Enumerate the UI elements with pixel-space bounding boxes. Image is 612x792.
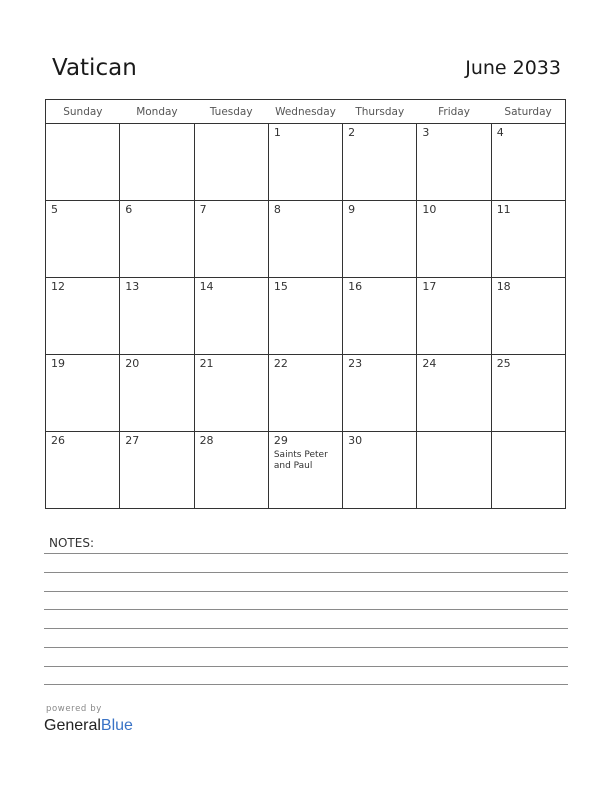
note-line <box>44 647 568 648</box>
weekday-thursday: Thursday <box>343 100 417 124</box>
week-row <box>46 201 566 278</box>
day-cell[interactable] <box>194 201 268 278</box>
note-line <box>44 628 568 629</box>
notes-label: NOTES: <box>49 536 94 550</box>
day-number: 16 <box>348 280 363 293</box>
day-number: 4 <box>496 126 504 139</box>
day-number: 24 <box>422 357 437 370</box>
day-number: 5 <box>51 203 58 216</box>
day-number: 23 <box>348 357 363 370</box>
day-number: 27 <box>125 434 140 447</box>
day-cell[interactable] <box>46 201 120 278</box>
day-cell[interactable] <box>268 432 342 509</box>
day-cell[interactable] <box>120 432 194 509</box>
day-cell[interactable] <box>417 355 491 432</box>
day-number: 21 <box>199 357 214 370</box>
note-line <box>44 591 568 592</box>
week-row <box>46 278 566 355</box>
day-cell[interactable] <box>46 124 120 201</box>
day-cell[interactable] <box>46 355 120 432</box>
day-cell[interactable] <box>343 124 417 201</box>
day-number: 8 <box>273 203 281 216</box>
day-cell[interactable] <box>491 201 565 278</box>
week-row <box>46 124 566 201</box>
day-cell[interactable] <box>343 432 417 509</box>
day-cell[interactable] <box>194 432 268 509</box>
day-cell[interactable] <box>268 124 342 201</box>
day-cell[interactable] <box>491 278 565 355</box>
month-year-title: June 2033 <box>465 57 561 79</box>
day-number: 26 <box>51 434 65 447</box>
day-cell[interactable] <box>46 278 120 355</box>
day-cell[interactable] <box>46 432 120 509</box>
day-cell[interactable] <box>417 124 491 201</box>
day-cell[interactable] <box>120 201 194 278</box>
generalblue-logo[interactable] <box>44 717 133 735</box>
day-cell[interactable] <box>343 355 417 432</box>
week-row <box>46 432 566 509</box>
day-cell[interactable] <box>417 201 491 278</box>
day-number: 15 <box>273 280 288 293</box>
brand-blue: Blue <box>100 717 133 734</box>
day-cell[interactable] <box>120 355 194 432</box>
calendar-grid <box>45 99 566 509</box>
day-number: 29 <box>273 434 288 447</box>
day-cell[interactable] <box>268 278 342 355</box>
day-cell[interactable] <box>194 355 268 432</box>
day-number: 3 <box>422 126 430 139</box>
weekday-tuesday: Tuesday <box>194 100 268 124</box>
powered-by-text: powered by <box>46 704 102 714</box>
note-line <box>44 609 568 610</box>
note-line <box>44 572 568 573</box>
holiday-label: Saints Peter and Paul <box>273 450 328 471</box>
day-cell[interactable] <box>491 355 565 432</box>
day-number: 28 <box>199 434 214 447</box>
day-cell[interactable] <box>120 278 194 355</box>
day-number: 13 <box>125 280 140 293</box>
day-number: 30 <box>348 434 363 447</box>
week-row <box>46 355 566 432</box>
day-number: 2 <box>348 126 356 139</box>
day-number: 11 <box>496 203 511 216</box>
country-title: Vatican <box>52 55 137 81</box>
day-cell[interactable] <box>194 124 268 201</box>
day-number: 17 <box>422 280 437 293</box>
day-cell[interactable] <box>268 201 342 278</box>
weekday-wednesday: Wednesday <box>268 100 342 124</box>
weekday-friday: Friday <box>417 100 491 124</box>
weekday-header-row <box>46 100 566 124</box>
weekday-monday: Monday <box>120 100 194 124</box>
day-cell[interactable] <box>491 432 565 509</box>
weekday-sunday: Sunday <box>46 100 120 124</box>
day-number: 20 <box>125 357 140 370</box>
note-line <box>44 684 568 685</box>
day-number: 19 <box>51 357 65 370</box>
note-line <box>44 666 568 667</box>
weekday-saturday: Saturday <box>491 100 565 124</box>
day-number: 6 <box>125 203 133 216</box>
day-number: 14 <box>199 280 214 293</box>
day-number: 25 <box>496 357 511 370</box>
day-number: 12 <box>51 280 65 293</box>
day-number: 22 <box>273 357 288 370</box>
day-cell[interactable] <box>120 124 194 201</box>
day-cell[interactable] <box>417 432 491 509</box>
day-cell[interactable] <box>417 278 491 355</box>
brand-general: General <box>44 717 101 734</box>
day-number: 10 <box>422 203 437 216</box>
day-cell[interactable] <box>343 278 417 355</box>
day-cell[interactable] <box>194 278 268 355</box>
day-cell[interactable] <box>343 201 417 278</box>
day-number: 18 <box>496 280 511 293</box>
day-number: 1 <box>273 126 281 139</box>
note-line <box>44 553 568 554</box>
day-cell[interactable] <box>268 355 342 432</box>
day-number: 7 <box>199 203 207 216</box>
day-cell[interactable] <box>491 124 565 201</box>
day-number: 9 <box>348 203 356 216</box>
